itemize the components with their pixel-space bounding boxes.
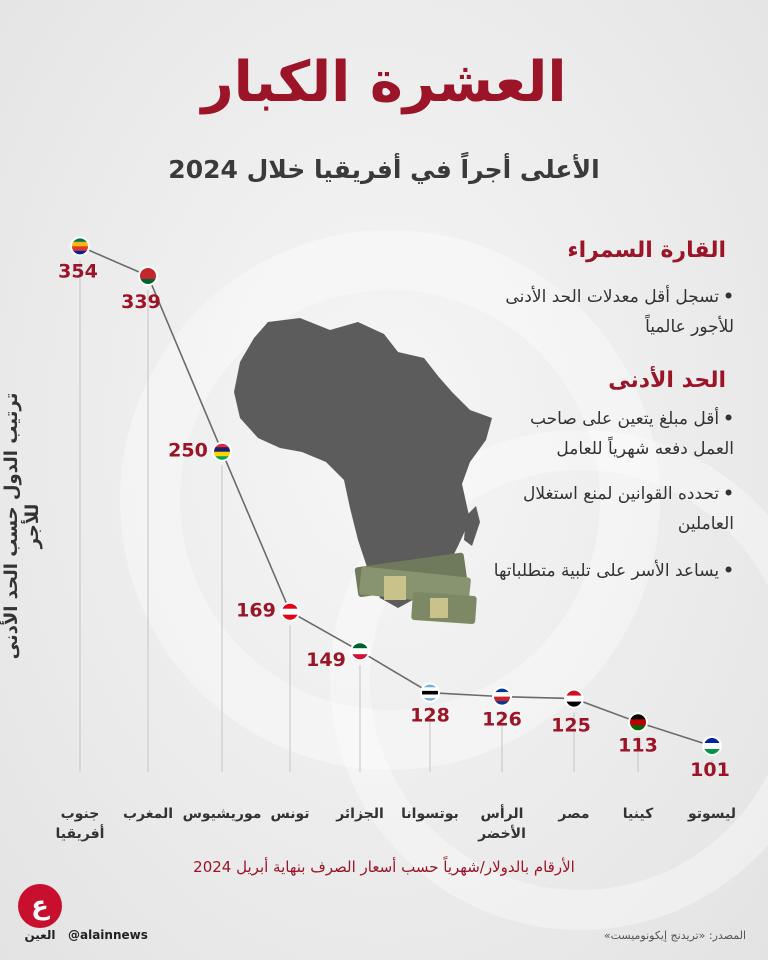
lesotho-flag-icon [703, 737, 721, 755]
bullet-item: •تسجل أقل معدلات الحد الأدنى للأجور عالمياً [505, 287, 734, 337]
page-subtitle: الأعلى أجراً في أفريقيا خلال 2024 [168, 155, 600, 184]
data-label: 149 [306, 649, 346, 672]
x-axis-labels [56, 804, 737, 842]
social-handle: @alainnews [68, 928, 148, 942]
data-label: 126 [482, 708, 522, 731]
data-label: 339 [121, 290, 161, 313]
africa-map-illustration [234, 318, 492, 624]
section-heading-dark-continent: القارة السمراء [567, 238, 726, 263]
x-tick-label: مصر [558, 806, 590, 822]
page-title: العشرة الكبار [201, 50, 567, 115]
data-label: 125 [551, 714, 591, 737]
bullet-item: •تحدده القوانين لمنع استغلال العاملين [523, 484, 734, 534]
botswana-flag-icon [421, 684, 439, 702]
brand-name: العين [24, 928, 56, 942]
bullet-item: •يساعد الأسر على تلبية متطلباتها [493, 561, 734, 581]
x-tick-label: المغرب [122, 806, 174, 822]
data-label: 128 [410, 704, 450, 727]
brand-logo: ع [18, 884, 62, 928]
bullet-item: •أقل مبلغ يتعين على صاحب العمل دفعه شهرياً للعامل [529, 409, 734, 459]
mauritius-flag-icon [213, 443, 231, 461]
data-label: 354 [58, 260, 98, 283]
x-tick-label: كينيا [622, 806, 654, 822]
data-note: الأرقام بالدولار/شهرياً حسب أسعار الصرف بنهاية أبريل 2024 [193, 858, 575, 876]
data-label: 169 [236, 599, 276, 622]
data-label: 101 [690, 759, 730, 781]
y-axis-label: ترتيب الدول حسب الحد الأدنى للأجر [1, 392, 43, 660]
x-tick-label: الرأس الأخضر [478, 806, 526, 842]
data-label: 250 [168, 439, 208, 462]
data-label: 113 [618, 734, 658, 757]
tunisia-flag-icon [281, 603, 299, 621]
source-text: المصدر: «تريدنج إيكونوميست» [603, 929, 746, 942]
x-tick-label: ليسوتو [687, 806, 737, 822]
section-heading-minimum-wage: الحد الأدنى [608, 368, 726, 393]
algeria-flag-icon [351, 642, 369, 660]
morocco-flag-icon [139, 267, 157, 285]
x-tick-label: بوتسوانا [401, 806, 459, 822]
egypt-flag-icon [565, 690, 583, 708]
x-tick-label: الجزائر [336, 806, 384, 822]
x-tick-label: موريشيوس [182, 806, 262, 822]
kenya-flag-icon [629, 713, 647, 731]
cape-verde-flag-icon [493, 688, 511, 706]
x-tick-label: تونس [270, 806, 310, 822]
south-africa-flag-icon [71, 237, 89, 255]
x-tick-label: جنوب أفريقيا [55, 806, 105, 842]
